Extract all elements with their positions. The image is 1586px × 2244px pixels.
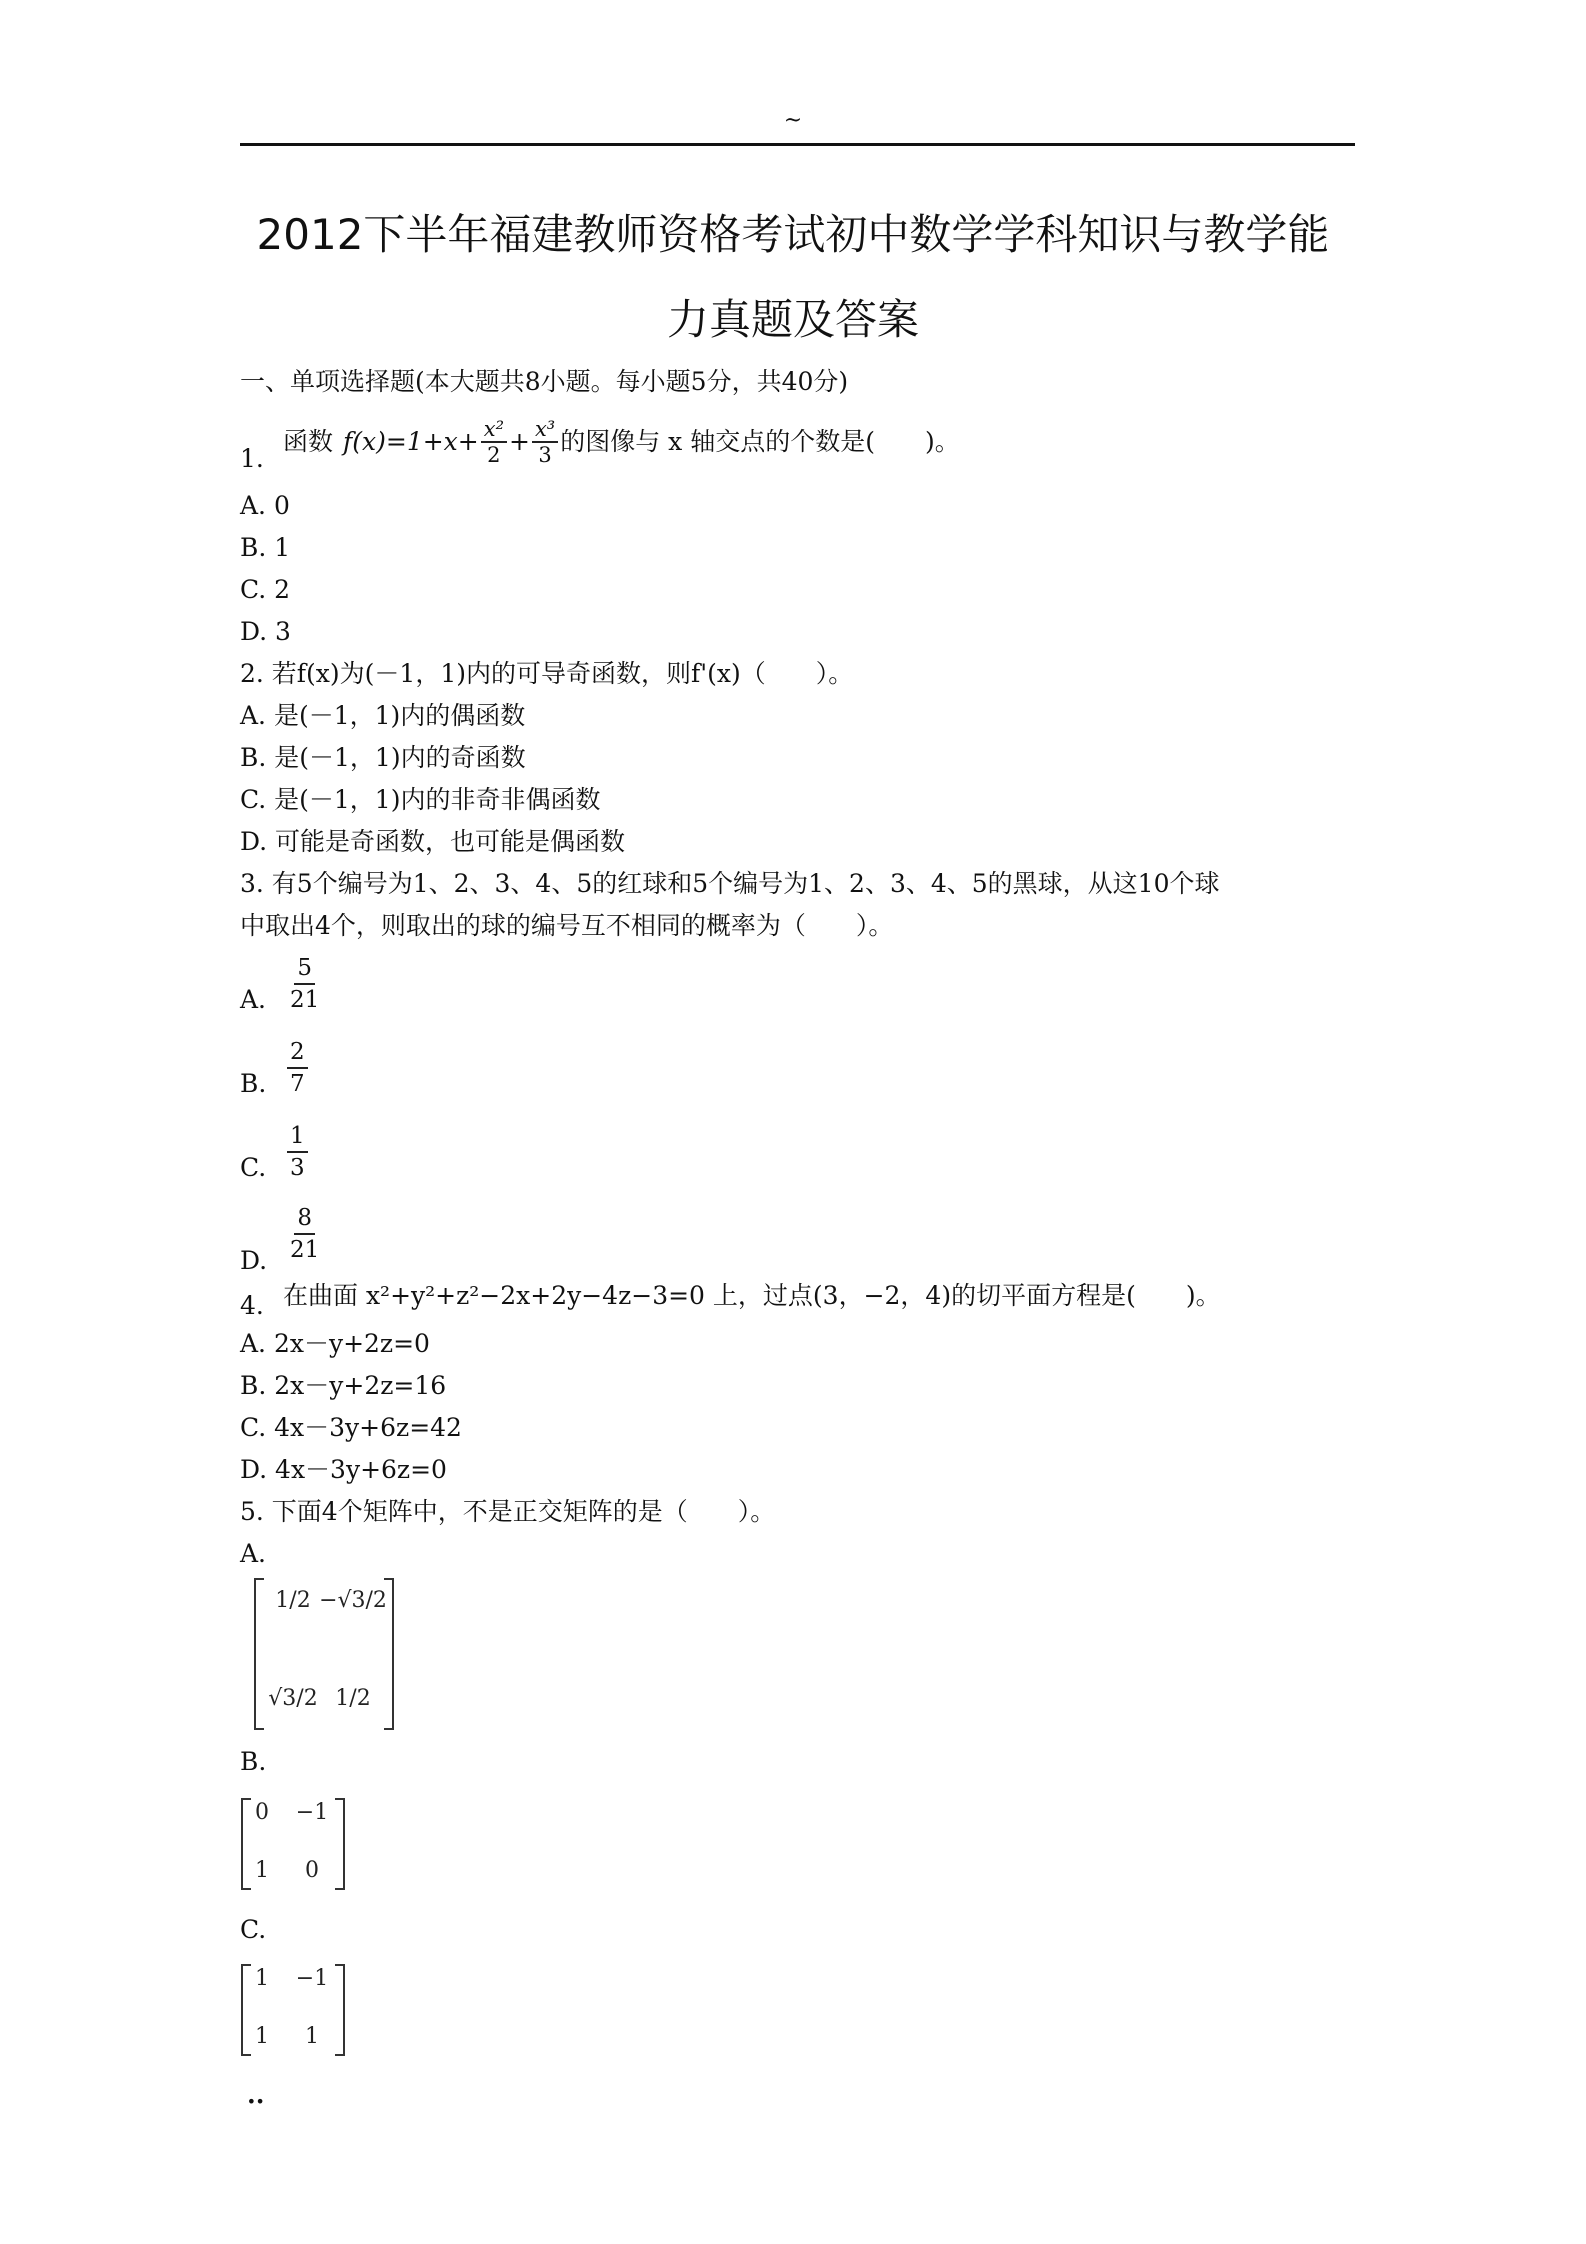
page-title-line1: 2012下半年福建教师资格考试初中数学学科知识与教学能 [256,210,1330,259]
q5-option-b-label: B. [240,1747,267,1776]
matrix-c-cell-11: 1 [255,1966,269,1991]
q3-stem-line1: 3. 有5个编号为1、2、3、4、5的红球和5个编号为1、2、3、4、5的黑球，从这10个球 [240,869,1220,898]
q4-option-b: B. 2x－y+2z=16 [240,1371,447,1400]
matrix-b-cell-22: 0 [305,1858,319,1883]
header-mark: ~ [783,108,803,133]
q1-frac1 [481,417,507,467]
q1-number: 1. [240,444,264,473]
q3-stem-line2: 中取出4个，则取出的球的编号互不相同的概率为（ ）。 [240,911,894,940]
matrix-c-right-bracket [335,1964,345,2056]
q5-matrix-c [241,1964,345,2056]
q2-option-b: B. 是(－1，1)内的奇函数 [240,743,526,772]
q3-option-b-label: B. [240,1069,267,1098]
q1-option-b: B. 1 [240,533,291,562]
q1-frac1-num: x² [481,417,507,443]
matrix-a-cell-22: 1/2 [335,1686,371,1711]
q3-option-a-fraction [287,953,322,1015]
matrix-a-cell-11: 1/2 [275,1588,311,1613]
matrix-c-cell-22: 1 [305,2024,319,2049]
q3-option-d-num: 8 [294,1203,315,1235]
q3-option-b-den: 7 [290,1071,305,1097]
q3-option-c-num: 1 [287,1121,308,1153]
q3-option-a-num: 5 [294,953,315,985]
page-title-line2: 力真题及答案 [666,295,919,344]
q2-option-d: D. 可能是奇函数，也可能是偶函数 [240,827,626,856]
q2-option-c: C. 是(－1，1)内的非奇非偶函数 [240,785,601,814]
matrix-b-cell-11: 0 [255,1800,269,1825]
q1-frac2 [532,417,558,467]
q4-number: 4. [240,1291,264,1320]
q1-frac2-num: x³ [532,417,558,443]
q5-option-c-label: C. [240,1915,267,1944]
q1-option-c: C. 2 [240,575,291,604]
matrix-a-cell-12: −√3/2 [319,1588,387,1613]
matrix-b-cell-21: 1 [255,1858,269,1883]
q4-stem: 在曲面 x²+y²+z²−2x+2y−4z−3=0 上，过点(3，−2，4)的切平面方程是( )。 [283,1281,1221,1310]
q1-prefix: 函数 [283,427,334,456]
matrix-c-cell-12: −1 [295,1966,329,1991]
q3-option-b-num: 2 [287,1037,308,1069]
q3-option-a-label: A. [240,985,267,1014]
matrix-a-left-bracket [254,1578,264,1730]
q3-option-c-den: 3 [290,1155,305,1181]
q3-option-d-label: D. [240,1246,268,1275]
q4-option-d: D. 4x－3y+6z=0 [240,1455,447,1484]
q3-option-b-fraction [287,1037,308,1099]
q3-option-d-fraction [287,1203,322,1265]
matrix-c-cell-21: 1 [255,2024,269,2049]
q5-option-a-label: A. [240,1539,267,1568]
q3-option-c-label: C. [240,1153,267,1182]
matrix-b-right-bracket [335,1798,345,1890]
q3-option-a-den: 21 [290,987,320,1013]
q1-plus: + [509,427,530,456]
q5-matrix-b [241,1798,345,1890]
q3-option-d-den: 21 [290,1237,320,1263]
header-rule [240,143,1355,146]
q1-stem [283,412,960,472]
q1-option-a: A. 0 [240,491,290,520]
q2-stem: 2. 若f(x)为(－1，1)内的可导奇函数，则f'(x)（ ）。 [240,659,854,688]
q5-matrix-a [254,1578,394,1730]
q1-frac2-den: 3 [538,443,552,467]
q3-option-c-fraction [287,1121,308,1183]
q4-option-c: C. 4x－3y+6z=42 [240,1413,462,1442]
q2-option-a: A. 是(－1，1)内的偶函数 [240,701,526,730]
q4-option-a: A. 2x－y+2z=0 [240,1329,430,1358]
section-heading: 一、单项选择题(本大题共8小题。每小题5分，共40分) [240,367,849,396]
footer-mark: ·· [247,2087,265,2116]
matrix-a-cell-21: √3/2 [268,1686,318,1711]
q1-suffix: 的图像与 x 轴交点的个数是( )。 [560,427,960,456]
q1-frac1-den: 2 [487,443,501,467]
q5-stem: 5. 下面4个矩阵中，不是正交矩阵的是（ ）。 [240,1497,776,1526]
q1-option-d: D. 3 [240,617,291,646]
q1-func: f(x)=1+x+ [343,427,479,456]
matrix-b-cell-12: −1 [295,1800,329,1825]
